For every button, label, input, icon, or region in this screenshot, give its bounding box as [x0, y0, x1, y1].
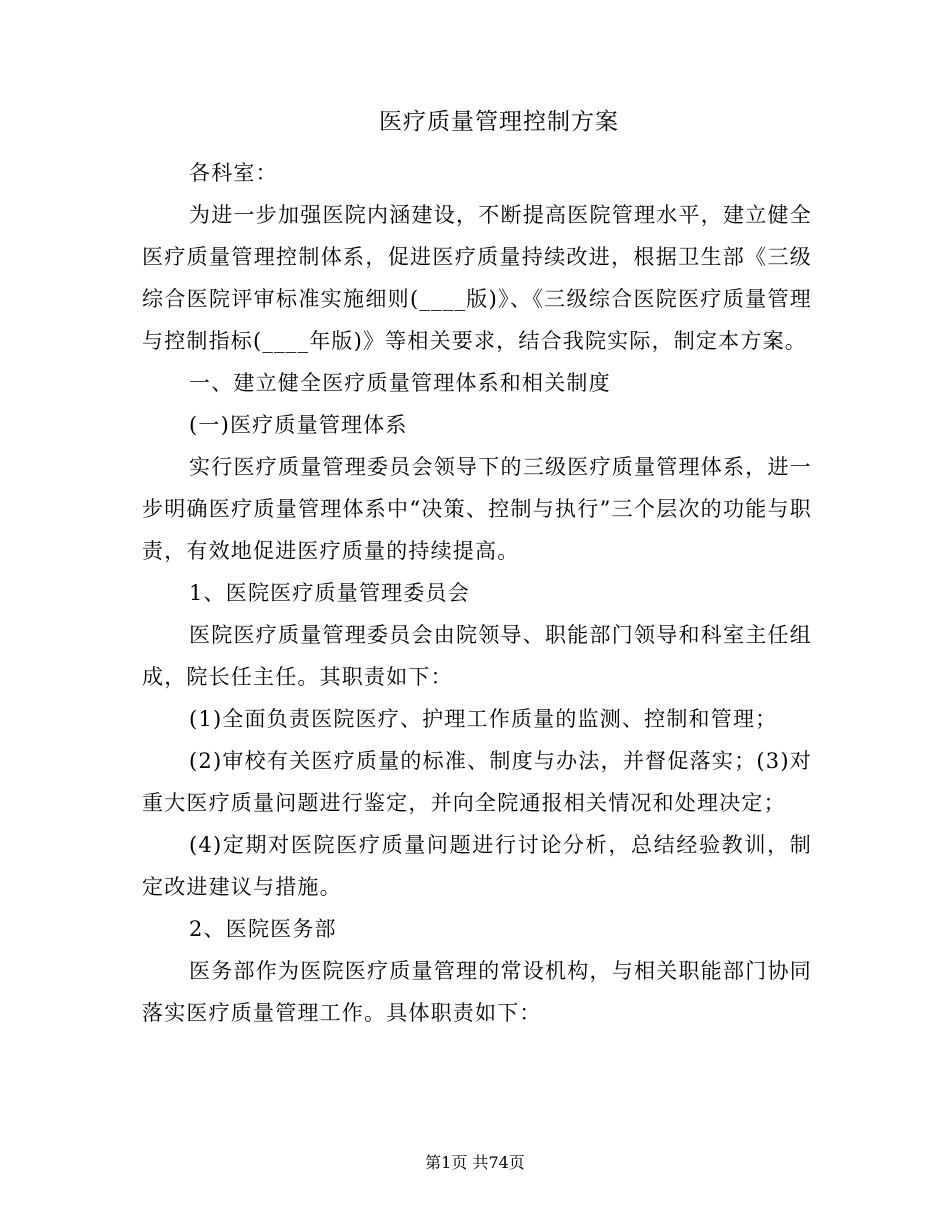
duty-item-1: (1)全面负责医院医疗、护理工作质量的监测、控制和管理；	[189, 707, 778, 731]
intro-paragraph: 为进一步加强医院内涵建设，不断提高医院管理水平，建立健全医疗质量管理控制体系，促进医疗质量持续改进，根据卫生部《三级综合医院评审标准实施细则(____版)》、《三级综合医院医疗质量管理与控制指标(____年版)》等相关要求，结合我院实际，制定本方案。	[142, 203, 812, 353]
salutation: 各科室：	[189, 161, 278, 185]
document-title: 医疗质量管理控制方案	[379, 109, 619, 135]
duty-item-4: (4)定期对医院医疗质量问题进行讨论分析，总结经验教训，制定改进建议与措施。	[142, 833, 812, 899]
subsection-heading-1: (一)医疗质量管理体系	[189, 413, 408, 437]
section-heading-1: 一、建立健全医疗质量管理体系和相关制度	[189, 371, 611, 395]
item-heading-committee: 1、医院医疗质量管理委员会	[189, 581, 470, 605]
duty-item-2-3: (2)审校有关医疗质量的标准、制度与办法，并督促落实；(3)对重大医疗质量问题进行鉴定，并向全院通报相关情况和处理决定；	[142, 749, 812, 815]
medical-affairs-paragraph: 医务部作为医院医疗质量管理的常设机构，与相关职能部门协同落实医疗质量管理工作。具体职责如下：	[142, 959, 812, 1025]
document-body	[142, 152, 812, 1034]
committee-paragraph: 医院医疗质量管理委员会由院领导、职能部门领导和科室主任组成，院长任主任。其职责如下：	[142, 623, 812, 689]
system-paragraph: 实行医疗质量管理委员会领导下的三级医疗质量管理体系，进一步明确医疗质量管理体系中“决策、控制与执行”三个层次的功能与职责，有效地促进医疗质量的持续提高。	[142, 455, 812, 563]
page-footer: 第1页 共74页	[425, 1153, 525, 1172]
item-heading-medical-affairs: 2、医院医务部	[189, 917, 337, 941]
